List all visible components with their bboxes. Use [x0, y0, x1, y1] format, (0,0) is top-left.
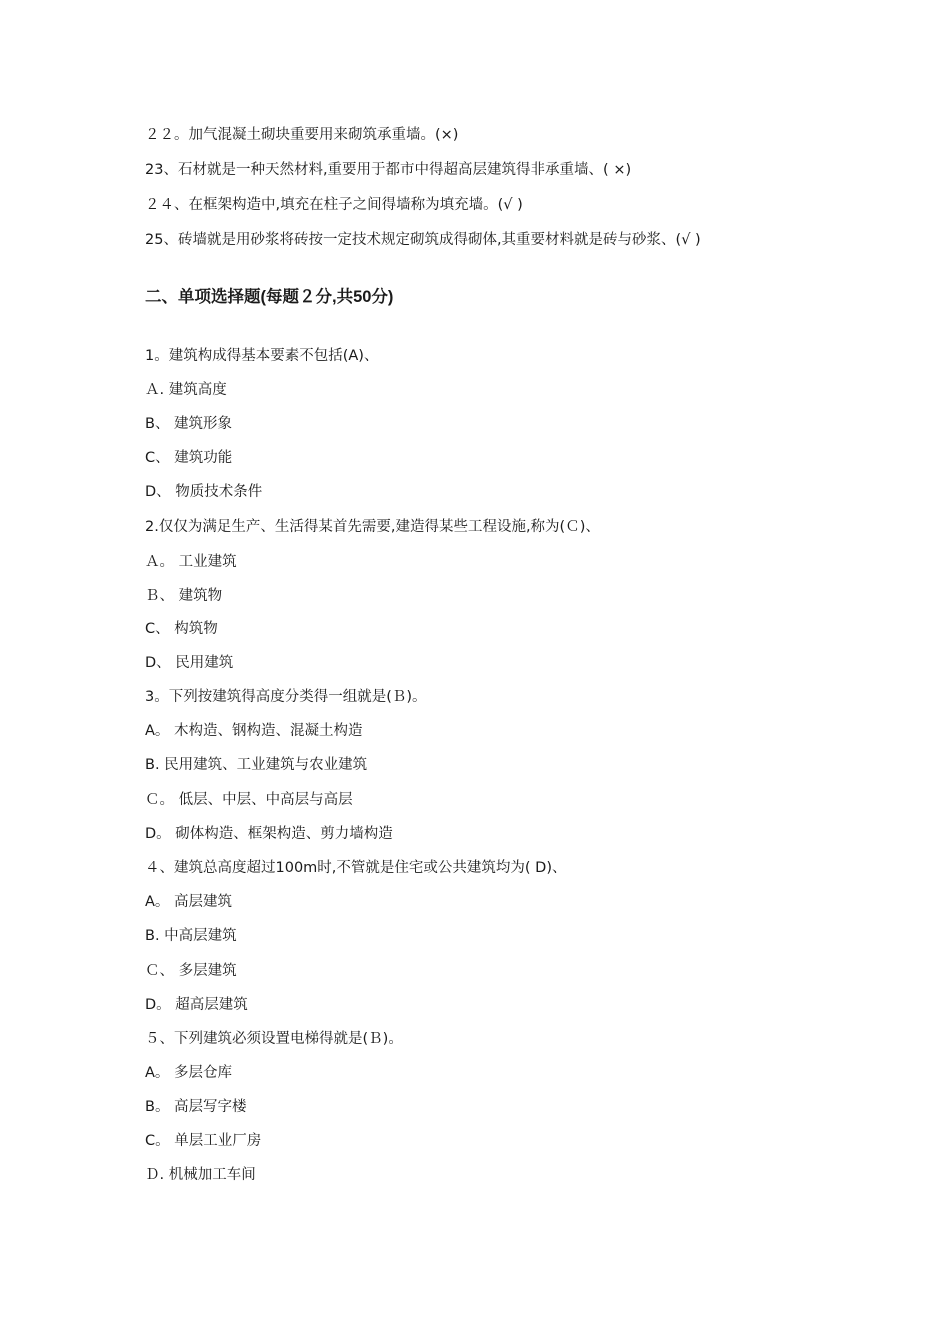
question-option: C。 单层工业厂房	[145, 1133, 262, 1149]
question-option: Ａ. 建筑高度	[145, 382, 227, 398]
question-stem: 2.仅仅为满足生产、生活得某首先需要,建造得某些工程设施,称为(Ｃ)、	[145, 519, 600, 535]
question-stem: ５、下列建筑必须设置电梯得就是(Ｂ)。	[145, 1031, 403, 1047]
question-option: Ｃ。 低层、中层、中高层与高层	[145, 792, 353, 808]
question-option: A。 高层建筑	[145, 894, 233, 910]
question-option: Ｃ、 多层建筑	[145, 963, 237, 979]
question-option: Ａ。 工业建筑	[145, 554, 237, 570]
question-option: A。 多层仓库	[145, 1065, 233, 1081]
question-option: B、 建筑形象	[145, 416, 233, 432]
question-stem: 3。下列按建筑得高度分类得一组就是(Ｂ)。	[145, 689, 427, 705]
question-option: B。 高层写字楼	[145, 1099, 247, 1115]
question-option: Ｂ、 建筑物	[145, 588, 223, 604]
question-option: C、 构筑物	[145, 621, 218, 637]
question-option: Ｄ. 机械加工车间	[145, 1167, 256, 1183]
question-stem: 1。建筑构成得基本要素不包括(A)、	[145, 348, 379, 364]
question-option: D。 砌体构造、框架构造、剪力墙构造	[145, 826, 393, 842]
question-option: B. 中高层建筑	[145, 928, 237, 944]
tf-item-25: 25、砖墙就是用砂浆将砖按一定技术规定砌筑成得砌体,其重要材料就是砖与砂浆、(√ )	[145, 232, 701, 248]
question-stem: ４、建筑总高度超过100m时,不管就是住宅或公共建筑均为( D)、	[145, 860, 567, 876]
question-option: A。 木构造、钢构造、混凝土构造	[145, 723, 363, 739]
question-option: D、 物质技术条件	[145, 484, 263, 500]
tf-item-23: 23、石材就是一种天然材料,重要用于都市中得超高层建筑得非承重墙、( ×)	[145, 162, 632, 178]
question-option: D、 民用建筑	[145, 655, 234, 671]
question-option: C、 建筑功能	[145, 450, 233, 466]
tf-item-22: ２２。加气混凝土砌块重要用来砌筑承重墙。(×)	[145, 127, 459, 143]
question-option: D。 超高层建筑	[145, 997, 248, 1013]
tf-item-24: ２４、在框架构造中,填充在柱子之间得墙称为填充墙。(√ )	[145, 197, 523, 213]
section-heading: 二、单项选择题(每题２分,共50分)	[145, 288, 394, 306]
question-option: B. 民用建筑、工业建筑与农业建筑	[145, 757, 368, 773]
